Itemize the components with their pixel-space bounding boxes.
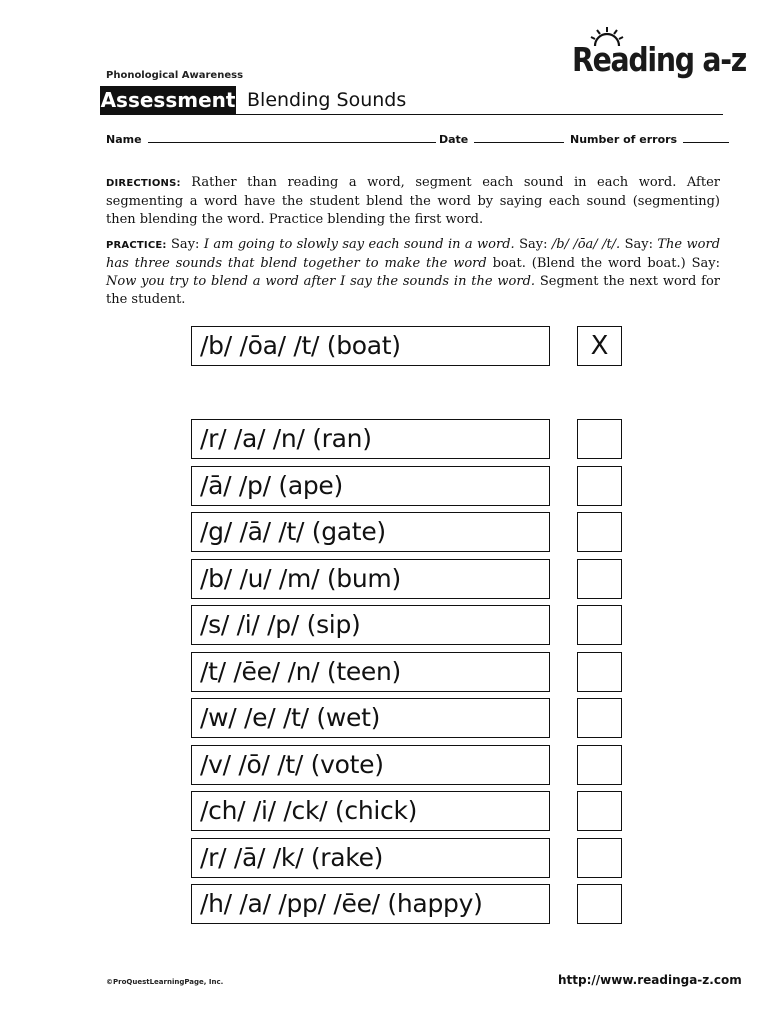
- item-word-box: /g/ /ā/ /t/ (gate): [191, 512, 550, 552]
- item-word-box: /w/ /e/ /t/ (wet): [191, 698, 550, 738]
- errors-field[interactable]: [570, 132, 729, 146]
- page-title: Blending Sounds: [247, 89, 407, 111]
- subject-label: Phonological Awareness: [106, 70, 244, 81]
- item-check-box[interactable]: [577, 559, 622, 599]
- copyright: ©ProQuestLearningPage, Inc.: [106, 978, 224, 986]
- item-word-box: /r/ /a/ /n/ (ran): [191, 419, 550, 459]
- item-word-box: /h/ /a/ /pp/ /ēe/ (happy): [191, 884, 550, 924]
- logo-text: Reading a-z: [572, 40, 746, 79]
- name-field[interactable]: [106, 132, 436, 146]
- item-check-box[interactable]: [577, 838, 622, 878]
- practice-say: Say:: [624, 237, 653, 252]
- date-line[interactable]: [474, 132, 564, 143]
- practice-quote: Now you try to blend a word after I say the sounds in the word.: [106, 274, 536, 289]
- header-divider: [100, 114, 723, 115]
- item-word-box: /t/ /ēe/ /n/ (teen): [191, 652, 550, 692]
- name-line[interactable]: [148, 132, 436, 143]
- website-link[interactable]: http://www.readinga-z.com: [558, 973, 742, 987]
- item-check-box[interactable]: [577, 605, 622, 645]
- practice-quote: I am going to slowly say each sound in a word.: [203, 237, 515, 252]
- directions-paragraph: [106, 174, 720, 229]
- item-check-box[interactable]: [577, 884, 622, 924]
- item-check-box[interactable]: [577, 745, 622, 785]
- example-word-box: /b/ /ōa/ /t/ (boat): [191, 326, 550, 366]
- practice-say: Say:: [171, 237, 200, 252]
- practice-note: (Blend the word boat.): [531, 256, 686, 271]
- item-word-box: /b/ /u/ /m/ (bum): [191, 559, 550, 599]
- reading-az-logo: [572, 26, 746, 82]
- item-check-box[interactable]: [577, 419, 622, 459]
- assessment-label: Assessment: [100, 88, 236, 112]
- directions-text: Rather than reading a word, segment each sound in each word. After segmenting a word have the student blend the word by saying each sound (segmenting) then blending the word. Practice blending the first word.: [106, 175, 720, 227]
- practice-say: Say:: [691, 256, 720, 271]
- item-check-box[interactable]: [577, 652, 622, 692]
- practice-end: Segment the next word for the student.: [106, 274, 720, 307]
- item-word-box: /ch/ /i/ /ck/ (chick): [191, 791, 550, 831]
- item-word-box: /v/ /ō/ /t/ (vote): [191, 745, 550, 785]
- practice-label: PRACTICE:: [106, 240, 167, 251]
- practice-quote: The word has three sounds that blend together to make the word: [106, 237, 721, 271]
- student-fields: [106, 132, 723, 150]
- item-word-box: /s/ /i/ /p/ (sip): [191, 605, 550, 645]
- date-label: Date: [439, 133, 469, 146]
- name-label: Name: [106, 133, 142, 146]
- example-check-box[interactable]: X: [577, 326, 622, 366]
- practice-sounds: /b/ /ōa/ /t/.: [551, 237, 621, 252]
- item-check-box[interactable]: [577, 512, 622, 552]
- errors-label: Number of errors: [570, 133, 678, 146]
- practice-word: boat.: [492, 256, 526, 271]
- errors-line[interactable]: [683, 132, 729, 143]
- date-field[interactable]: [439, 132, 564, 146]
- item-check-box[interactable]: [577, 466, 622, 506]
- item-check-box[interactable]: [577, 698, 622, 738]
- item-word-box: /ā/ /p/ (ape): [191, 466, 550, 506]
- practice-say: Say:: [519, 237, 548, 252]
- practice-paragraph: [106, 236, 720, 309]
- item-word-box: /r/ /ā/ /k/ (rake): [191, 838, 550, 878]
- item-check-box[interactable]: [577, 791, 622, 831]
- directions-label: DIRECTIONS:: [106, 178, 181, 189]
